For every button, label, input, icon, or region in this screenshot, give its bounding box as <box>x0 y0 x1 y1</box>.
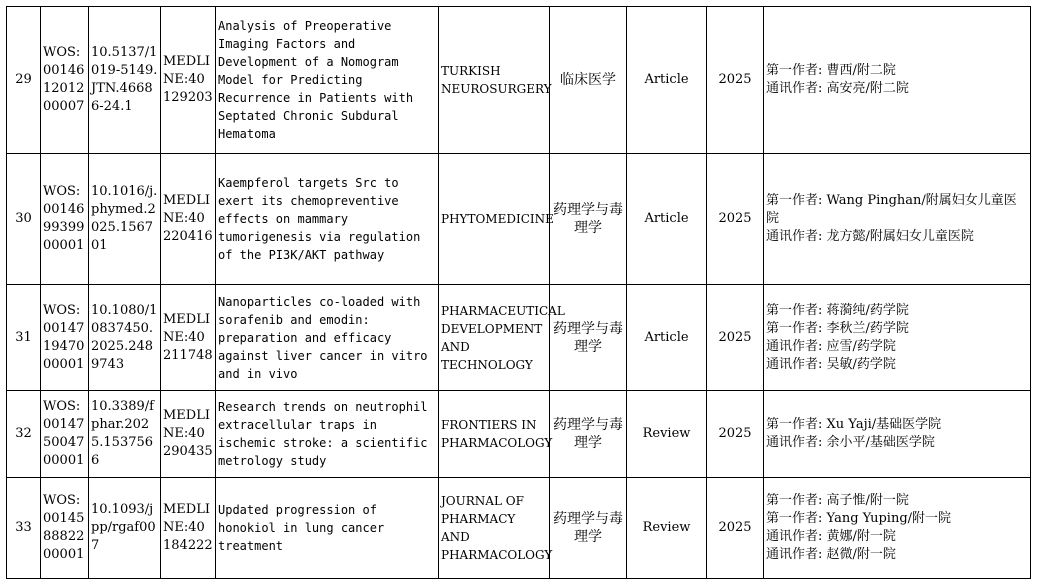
journal-name: TURKISH NEUROSURGERY <box>439 7 550 154</box>
doi: 10.1080/10837450.2025.2489743 <box>89 285 161 391</box>
journal-name: FRONTIERS IN PHARMACOLOGY <box>439 391 550 478</box>
table-body <box>7 7 1031 579</box>
author-line: 通讯作者: 龙方懿/附属妇女儿童医院 <box>766 229 974 244</box>
document-type: Article <box>627 285 707 391</box>
article-title: Kaempferol targets Src to exert its chemopreventive effects on mammary tumorigenesis via regulation of the PI3K/AKT pathway <box>216 154 439 285</box>
authors-cell <box>764 285 1031 391</box>
journal-name: PHYTOMEDICINE <box>439 154 550 285</box>
document-type: Article <box>627 154 707 285</box>
article-title: Nanoparticles co-loaded with sorafenib and emodin: preparation and efficacy against liver cancer in vitro and in vivo <box>216 285 439 391</box>
author-line: 通讯作者: 赵微/附一院 <box>766 547 896 562</box>
table-row <box>7 285 1031 391</box>
author-line: 第一作者: Yang Yuping/附一院 <box>766 511 952 526</box>
authors-cell <box>764 154 1031 285</box>
authors-cell <box>764 391 1031 478</box>
author-line: 第一作者: Xu Yaji/基础医学院 <box>766 417 942 432</box>
author-line: 通讯作者: 吴敏/药学院 <box>766 356 896 372</box>
table-row <box>7 391 1031 478</box>
table-row <box>7 7 1031 154</box>
publication-year: 2025 <box>707 391 764 478</box>
doi: 10.1016/j.phymed.2025.156701 <box>89 154 161 285</box>
author-line: 第一作者: 蒋漪纯/药学院 <box>766 302 909 318</box>
medline-id: MEDLINE:40129203 <box>161 7 216 154</box>
table-row <box>7 154 1031 285</box>
wos-id: WOS:001475004700001 <box>41 391 89 478</box>
journal-name: PHARMACEUTICAL DEVELOPMENT AND TECHNOLOGY <box>439 285 550 391</box>
author-line: 通讯作者: 余小平/基础医学院 <box>766 435 935 450</box>
subject-category: 药理学与毒理学 <box>550 285 627 391</box>
publication-year: 2025 <box>707 154 764 285</box>
publications-table <box>6 6 1031 579</box>
publication-year: 2025 <box>707 7 764 154</box>
article-title: Research trends on neutrophil extracellular traps in ischemic stroke: a scientific metrology study <box>216 391 439 478</box>
author-line: 第一作者: 曹西/附二院 <box>766 63 896 78</box>
table-row <box>7 478 1031 579</box>
publication-year: 2025 <box>707 478 764 579</box>
author-line: 通讯作者: 应雪/药学院 <box>766 338 896 354</box>
document-type: Article <box>627 7 707 154</box>
author-line: 第一作者: Wang Pinghan/附属妇女儿童医院 <box>766 193 1017 226</box>
doi: 10.5137/1019-5149.JTN.46686-24.1 <box>89 7 161 154</box>
author-line: 通讯作者: 黄娜/附一院 <box>766 529 896 544</box>
medline-id: MEDLINE:40184222 <box>161 478 216 579</box>
doi: 10.3389/fphar.2025.1537566 <box>89 391 161 478</box>
wos-id: WOS:001469939900001 <box>41 154 89 285</box>
subject-category: 药理学与毒理学 <box>550 478 627 579</box>
wos-id: WOS:001458882200001 <box>41 478 89 579</box>
row-index: 29 <box>7 7 41 154</box>
wos-id: WOS:001461201200007 <box>41 7 89 154</box>
medline-id: MEDLINE:40290435 <box>161 391 216 478</box>
authors-cell <box>764 478 1031 579</box>
document-type: Review <box>627 478 707 579</box>
author-line: 第一作者: 李秋兰/药学院 <box>766 320 909 336</box>
document-type: Review <box>627 391 707 478</box>
wos-id: WOS:001471947000001 <box>41 285 89 391</box>
article-title: Analysis of Preoperative Imaging Factors and Development of a Nomogram Model for Predicting Recurrence in Patients with Septated Chronic Subdural Hematoma <box>216 7 439 154</box>
row-index: 31 <box>7 285 41 391</box>
row-index: 33 <box>7 478 41 579</box>
row-index: 32 <box>7 391 41 478</box>
author-line: 第一作者: 高子惟/附一院 <box>766 493 909 508</box>
subject-category: 临床医学 <box>550 7 627 154</box>
subject-category: 药理学与毒理学 <box>550 154 627 285</box>
row-index: 30 <box>7 154 41 285</box>
publication-year: 2025 <box>707 285 764 391</box>
medline-id: MEDLINE:40220416 <box>161 154 216 285</box>
subject-category: 药理学与毒理学 <box>550 391 627 478</box>
doi: 10.1093/jpp/rgaf007 <box>89 478 161 579</box>
authors-cell <box>764 7 1031 154</box>
article-title: Updated progression of honokiol in lung cancer treatment <box>216 478 439 579</box>
medline-id: MEDLINE:40211748 <box>161 285 216 391</box>
author-line: 通讯作者: 高安亮/附二院 <box>766 81 909 96</box>
journal-name: JOURNAL OF PHARMACY AND PHARMACOLOGY <box>439 478 550 579</box>
